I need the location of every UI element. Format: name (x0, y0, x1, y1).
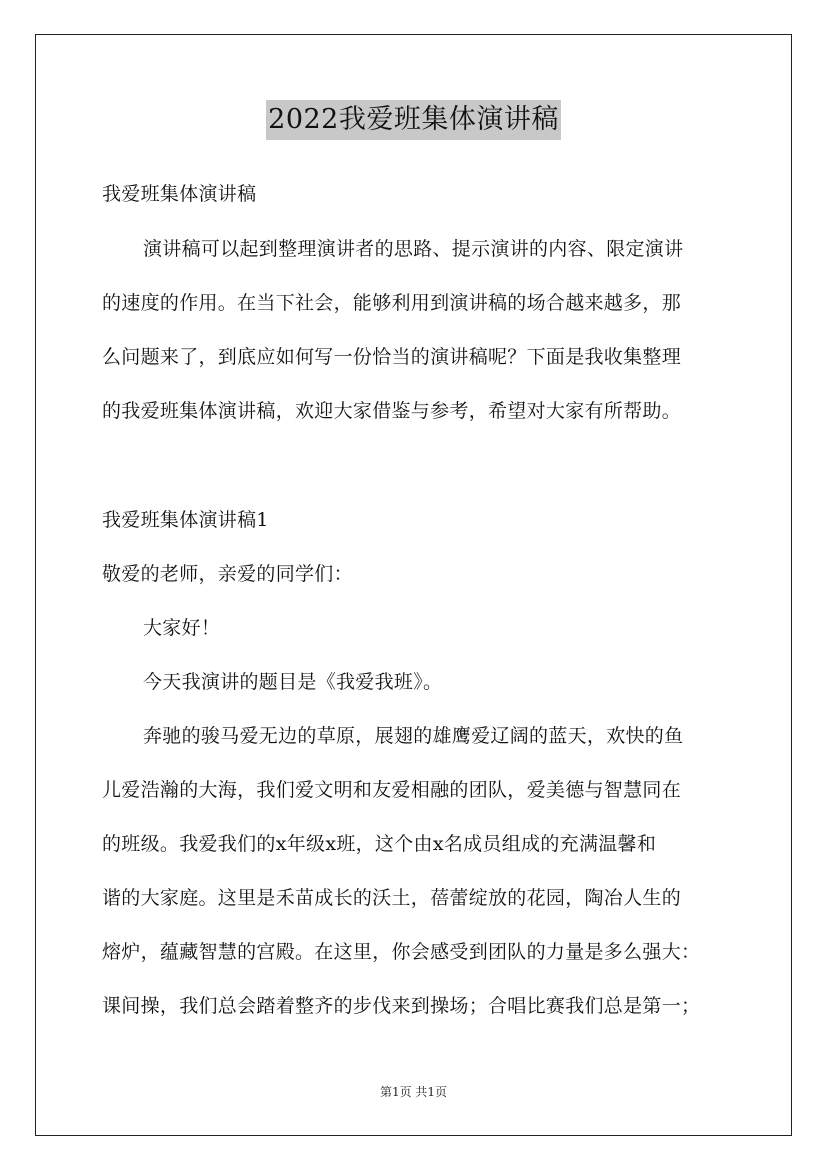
body-line-5: 熔炉，蕴藏智慧的宫殿。在这里，你会感受到团队的力量是多么强大： (102, 941, 701, 963)
body-line-6: 课间操，我们总会踏着整齐的步伐来到操场；合唱比赛我们总是第一； (102, 995, 701, 1017)
intro-line-3: 么问题来了，到底应如何写一份恰当的演讲稿呢？下面是我收集整理 (102, 346, 682, 368)
body-line-1: 奔驰的骏马爱无边的草原，展翅的雄鹰爱辽阔的蓝天，欢快的鱼 (143, 725, 684, 747)
intro-line-2: 的速度的作用。在当下社会，能够利用到演讲稿的场合越来越多，那 (102, 292, 682, 314)
intro-line-1: 演讲稿可以起到整理演讲者的思路、提示演讲的内容、限定演讲 (143, 238, 684, 260)
intro-line-4: 的我爱班集体演讲稿，欢迎大家借鉴与参考，希望对大家有所帮助。 (102, 400, 682, 422)
section-title: 我爱班集体演讲稿1 (102, 509, 269, 531)
page-footer: 第1页 共1页 (379, 1085, 448, 1099)
document-heading: 我爱班集体演讲稿 (102, 183, 257, 205)
salutation: 敬爱的老师，亲爱的同学们： (102, 563, 353, 585)
document-title: 2022我爱班集体演讲稿 (266, 100, 561, 140)
topic-line: 今天我演讲的题目是《我爱我班》。 (143, 671, 443, 693)
title-container (0, 100, 827, 140)
greeting: 大家好！ (143, 617, 221, 639)
body-line-2: 儿爱浩瀚的大海，我们爱文明和友爱相融的团队，爱美德与智慧同在 (102, 779, 682, 801)
body-line-4: 谐的大家庭。这里是禾苗成长的沃土，蓓蕾绽放的花园，陶冶人生的 (102, 887, 682, 909)
body-line-3: 的班级。我爱我们的x年级x班，这个由x名成员组成的充满温馨和 (102, 833, 657, 855)
